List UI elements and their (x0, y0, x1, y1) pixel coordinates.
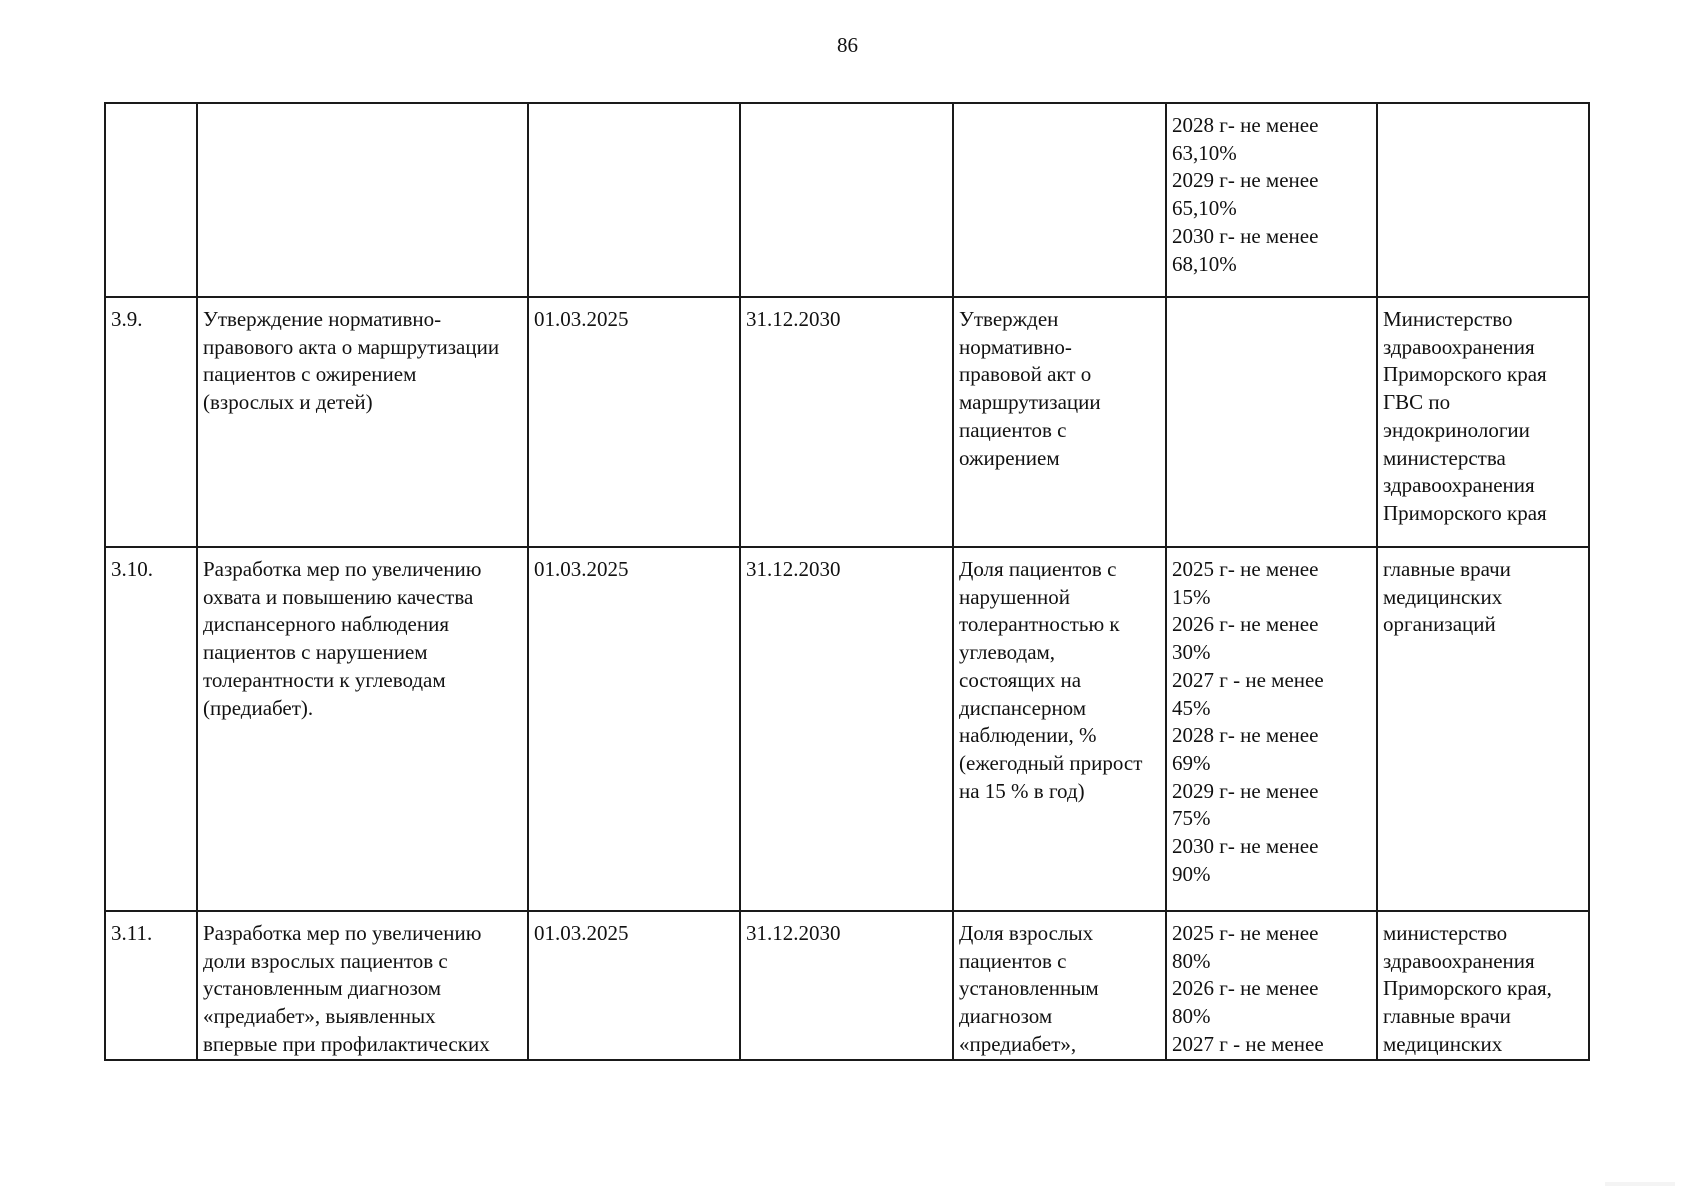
responsible-cell (1377, 103, 1589, 297)
target-values: 2025 г- не менее 80% 2026 г- не менее 80% 2027 г - не менее (1172, 921, 1324, 1056)
end-date: 31.12.2030 (746, 557, 841, 581)
responsible-cell (1377, 297, 1589, 547)
activity-cell (197, 297, 528, 547)
table-row (105, 911, 1589, 1060)
target-cell (1166, 911, 1377, 1060)
row-number-cell (105, 103, 197, 297)
responsible-text: главные врачи медицинских организаций (1383, 557, 1511, 637)
page-number: 86 (837, 33, 858, 57)
target-cell (1166, 297, 1377, 547)
activity-text: Разработка мер по увеличению доли взрослых пациентов с установленным диагнозом «предиабет», выявленных впервые при профилактических (203, 921, 490, 1056)
end-date: 31.12.2030 (746, 307, 841, 331)
target-values: 2028 г- не менее 63,10% 2029 г- не менее 65,10% 2030 г- не менее 68,10% (1172, 113, 1319, 276)
indicator-text: Утвержден нормативно- правовой акт о маршрутизации пациентов с ожирением (959, 307, 1101, 470)
start-date: 01.03.2025 (534, 307, 629, 331)
target-values: 2025 г- не менее 15% 2026 г- не менее 30% 2027 г - не менее 45% 2028 г- не менее 69% 2029 г- не менее 75% 2030 г- не менее 90% (1172, 557, 1324, 886)
indicator-cell (953, 297, 1166, 547)
start-date-cell (528, 911, 740, 1060)
responsible-text: Министерство здравоохранения Приморского края ГВС по эндокринологии министерства здравоохранения Приморского края (1383, 307, 1547, 525)
start-date-cell (528, 297, 740, 547)
table-row (105, 297, 1589, 547)
indicator-cell (953, 103, 1166, 297)
measures-table (104, 102, 1590, 1061)
indicator-cell (953, 547, 1166, 911)
target-cell (1166, 103, 1377, 297)
start-date-cell (528, 103, 740, 297)
end-date-cell (740, 297, 953, 547)
end-date-cell (740, 103, 953, 297)
start-date-cell (528, 547, 740, 911)
responsible-cell (1377, 911, 1589, 1060)
row-number: 3.11. (111, 921, 153, 945)
indicator-cell (953, 911, 1166, 1060)
target-cell (1166, 547, 1377, 911)
end-date-cell (740, 547, 953, 911)
row-number-cell (105, 911, 197, 1060)
end-date-cell (740, 911, 953, 1060)
row-number: 3.9. (111, 307, 143, 331)
table-row (105, 103, 1589, 297)
row-number-cell (105, 547, 197, 911)
table-row (105, 547, 1589, 911)
activity-cell (197, 103, 528, 297)
start-date: 01.03.2025 (534, 557, 629, 581)
responsible-text: министерство здравоохранения Приморского края, главные врачи медицинских (1383, 921, 1552, 1056)
row-number: 3.10. (111, 557, 153, 581)
responsible-cell (1377, 547, 1589, 911)
scan-artifact (1605, 1182, 1675, 1186)
activity-cell (197, 547, 528, 911)
activity-cell (197, 911, 528, 1060)
end-date: 31.12.2030 (746, 921, 841, 945)
activity-text: Утверждение нормативно- правового акта о маршрутизации пациентов с ожирением (взрослых и детей) (203, 307, 500, 415)
start-date: 01.03.2025 (534, 921, 629, 945)
indicator-text: Доля взрослых пациентов с установленным диагнозом «предиабет», (959, 921, 1099, 1056)
activity-text: Разработка мер по увеличению охвата и повышению качества диспансерного наблюдения пациентов с нарушением толерантности к углеводам (предиабет). (203, 557, 482, 720)
indicator-text: Доля пациентов с нарушенной толерантностью к углеводам, состоящих на диспансерном наблюдении, % (ежегодный прирост на 15 % в год) (959, 557, 1143, 803)
row-number-cell (105, 297, 197, 547)
